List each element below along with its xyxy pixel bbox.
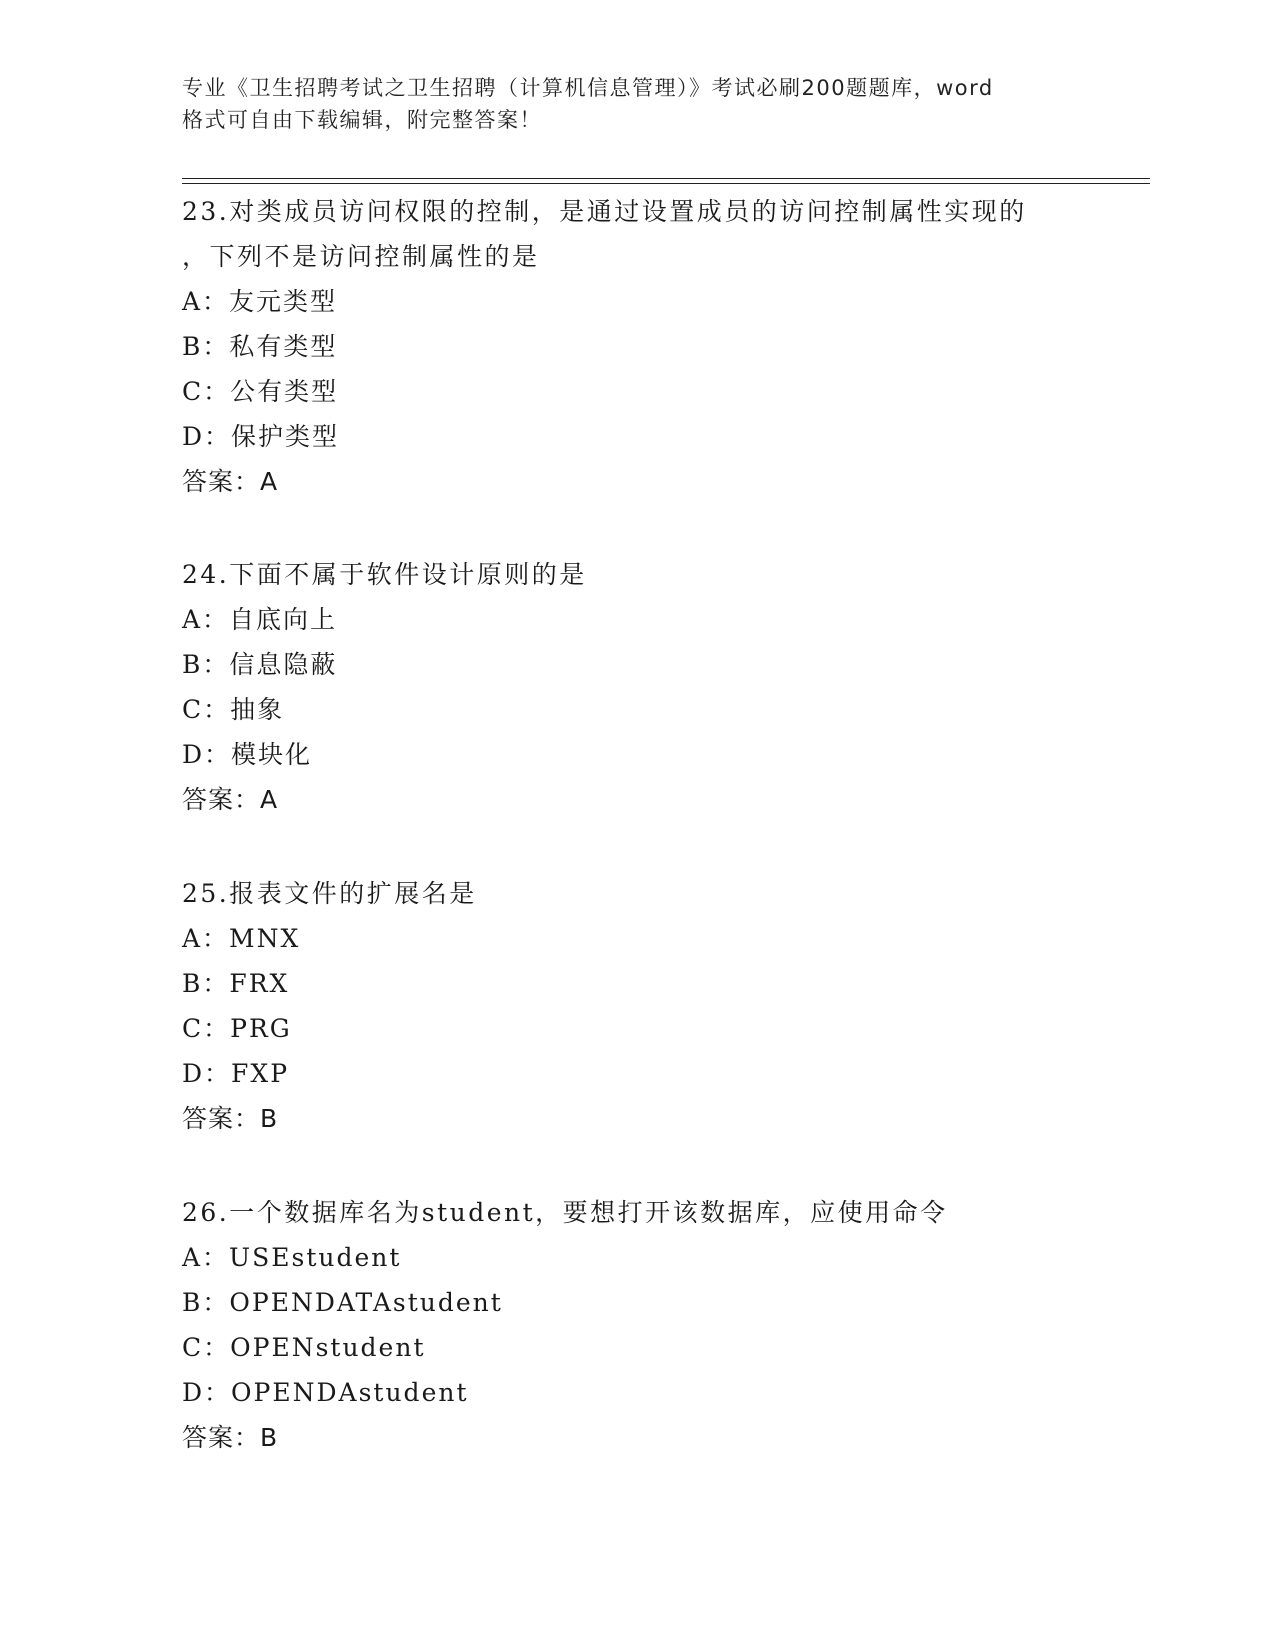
option-d: D：保护类型 — [182, 422, 340, 451]
option-c: C：OPENstudent — [182, 1333, 426, 1362]
header-divider-bottom — [182, 183, 1150, 184]
question-text: ，下列不是访问控制属性的是 — [182, 242, 540, 271]
option-d: D：OPENDAstudent — [182, 1378, 469, 1407]
answer: 答案：A — [182, 785, 279, 814]
answer: 答案：B — [182, 1104, 279, 1133]
question-block-23 — [182, 189, 1082, 504]
answer: 答案：B — [182, 1423, 279, 1452]
option-a: A：MNX — [182, 924, 301, 953]
option-b: B：FRX — [182, 969, 290, 998]
answer: 答案：A — [182, 467, 279, 496]
option-a: A：友元类型 — [182, 287, 338, 316]
option-d: D：FXP — [182, 1059, 290, 1088]
question-text: 24.下面不属于软件设计原则的是 — [182, 560, 587, 589]
header-line-2: 格式可自由下载编辑，附完整答案！ — [182, 108, 542, 132]
question-text: 26.一个数据库名为student，要想打开该数据库，应使用命令 — [182, 1198, 948, 1227]
document-header — [182, 72, 1062, 136]
option-c: C：公有类型 — [182, 377, 339, 406]
option-b: B：OPENDATAstudent — [182, 1288, 503, 1317]
option-b: B：私有类型 — [182, 332, 338, 361]
question-block-26 — [182, 1190, 1082, 1460]
question-text: 25.报表文件的扩展名是 — [182, 879, 477, 908]
question-block-25 — [182, 871, 1082, 1141]
option-a: A：USEstudent — [182, 1243, 402, 1272]
option-d: D：模块化 — [182, 740, 313, 769]
header-line-1: 专业《卫生招聘考试之卫生招聘（计算机信息管理）》考试必刷200题题库，word — [182, 76, 994, 100]
option-c: C：PRG — [182, 1014, 292, 1043]
option-b: B：信息隐蔽 — [182, 650, 338, 679]
option-c: C：抽象 — [182, 695, 285, 724]
header-divider-top — [182, 178, 1150, 179]
question-text: 23.对类成员访问权限的控制，是通过设置成员的访问控制属性实现的 — [182, 197, 1027, 226]
question-block-24 — [182, 552, 1082, 822]
option-a: A：自底向上 — [182, 605, 338, 634]
